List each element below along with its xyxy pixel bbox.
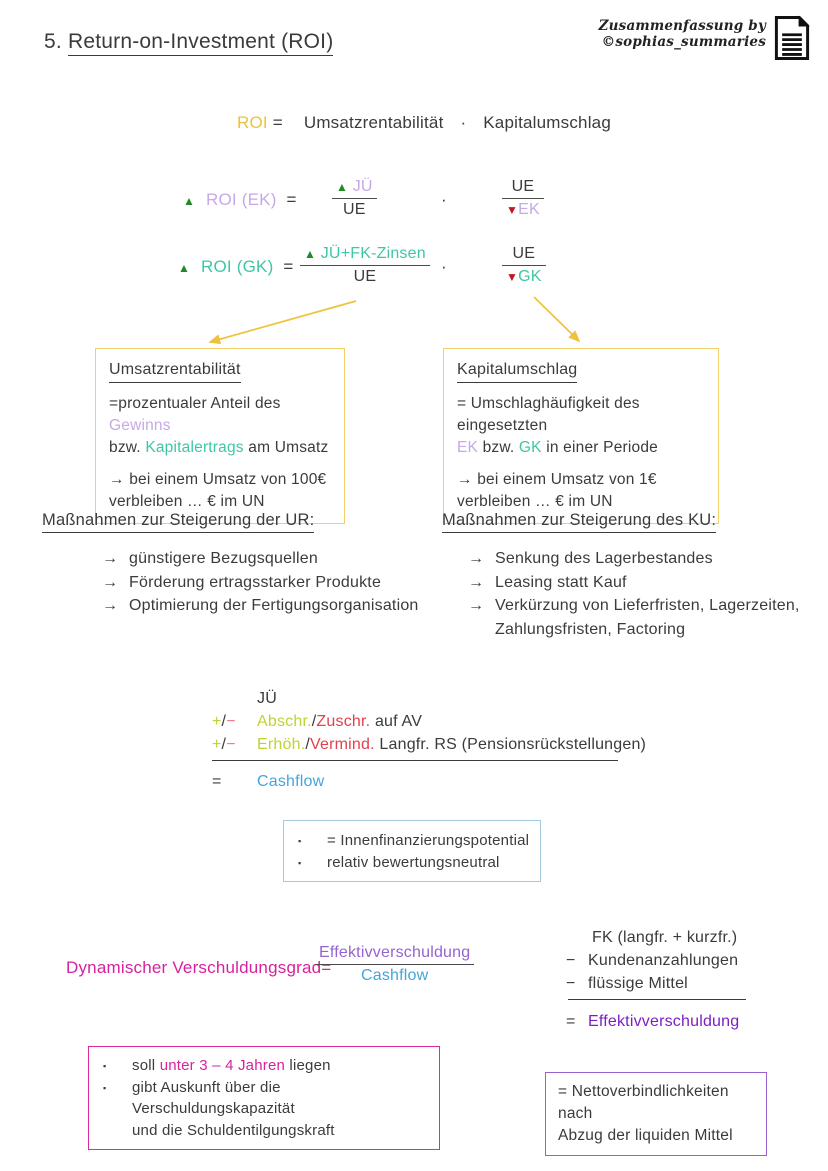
note-item (103, 1077, 429, 1142)
cashflow-result: Cashflow (257, 773, 325, 790)
up-triangle-icon: ▲ (183, 194, 196, 208)
box-title: Kapitalumschlag (457, 359, 577, 383)
slash: / (311, 713, 317, 730)
note-line: verbleiben … € im UN (109, 493, 265, 510)
arrow-glyph: → (468, 550, 485, 567)
arrow-glyph: → (468, 573, 485, 591)
bullet-glyph: ▪ (298, 836, 302, 846)
gewinns-term: Gewinns (109, 417, 171, 434)
measures-ku-title (442, 511, 716, 533)
arrow-glyph: → (468, 597, 485, 614)
connector-arrows (0, 0, 828, 400)
list-item-text: Senkung des Lagerbestandes (495, 550, 713, 567)
erhoeh-term: Erhöh. (257, 736, 306, 753)
equals-sign: = (283, 257, 294, 276)
page-title (44, 30, 333, 54)
multiplication-dot: · (441, 190, 447, 209)
down-triangle-icon: ▼ (506, 270, 519, 284)
list-item-text: günstigere Bezugsquellen (129, 550, 318, 567)
effective-debt-result: Effektivverschuldung (588, 1013, 740, 1030)
roi-term: ROI (237, 113, 268, 132)
list-item-text: Förderung ertragsstarker Produkte (129, 573, 382, 591)
calc-row (566, 972, 746, 995)
fraction-bar (300, 265, 430, 266)
note-text: soll (132, 1057, 160, 1074)
calc-rest-text: Langfr. RS (Pensionsrückstellungen) (374, 736, 647, 753)
note-line: = Nettoverbindlichkeiten nach (558, 1083, 729, 1122)
plus-sign: + (212, 713, 222, 730)
fraction-bar (502, 198, 544, 199)
fraction-numerator: UE (511, 178, 535, 195)
down-triangle-icon: ▼ (506, 203, 519, 217)
definition-text: = Umschlaghäufigkeit des eingesetzten (457, 395, 640, 434)
list-item (102, 547, 419, 571)
roi-gk-lead (178, 257, 294, 277)
note-line: → bei einem Umsatz von 100€ (109, 471, 327, 488)
sum-line (568, 999, 746, 1000)
calc-line-text (257, 710, 422, 733)
minus-sign: − (226, 736, 236, 753)
list-item (468, 547, 817, 571)
note-item (298, 852, 530, 874)
fk-start: FK (langfr. + kurzfr.) (592, 929, 738, 946)
brand-line2: ©sophias_summaries (601, 34, 766, 50)
effective-debt-calculation (566, 926, 746, 1033)
fraction-denominator (502, 268, 546, 286)
note-text: liegen (285, 1057, 331, 1074)
definition-text: in einer Periode (541, 439, 658, 456)
roi-ek-fraction-2 (502, 178, 544, 219)
multiplication-dot: · (460, 113, 467, 132)
operator-cell (212, 687, 257, 710)
calc-result-row (212, 770, 646, 793)
page-title-number: 5. (44, 30, 62, 53)
up-triangle-icon: ▲ (178, 261, 191, 275)
up-triangle-icon: ▲ (336, 180, 349, 194)
jue-start: JÜ (257, 690, 277, 707)
box-definition (457, 393, 705, 459)
roi-ek-fraction-1 (332, 178, 377, 219)
operator-cell (212, 710, 257, 733)
arrow-glyph: → (102, 550, 119, 567)
up-triangle-icon: ▲ (304, 247, 317, 261)
list-item (102, 571, 419, 595)
section-title: Maßnahmen zur Steigerung der UR: (42, 511, 314, 533)
arrow-to-umsatzrentabilitaet-box (210, 301, 356, 342)
calc-row (566, 949, 746, 972)
note-item-text: relativ bewertungsneutral (327, 853, 500, 871)
fraction-denominator (502, 201, 544, 219)
equals-sign: = (272, 113, 283, 132)
minus-sign: − (566, 952, 576, 969)
dynamic-debt-fraction (315, 944, 474, 985)
fraction-denominator: UE (353, 268, 377, 285)
note-text: gibt Auskunft über die Verschuldungskapazität (132, 1078, 295, 1117)
calc-line-text: flüssige Mittel (588, 975, 688, 992)
box-title: Umsatzrentabilität (109, 359, 241, 383)
zuschr-term: Zuschr. (316, 713, 371, 730)
bullet-glyph: ▪ (298, 857, 302, 868)
box-note (457, 469, 705, 513)
jue-term: JÜ (352, 178, 373, 195)
fraction-bar (332, 198, 377, 199)
umsatzrentabilitaet-term: Umsatzrentabilität (303, 113, 444, 132)
list-item-text: Leasing statt Kauf (495, 573, 627, 591)
brand (599, 18, 766, 50)
note-line: Abzug der liquiden Mittel (558, 1127, 733, 1144)
kapitalumschlag-term: Kapitalumschlag (483, 113, 611, 132)
fraction-numerator (300, 245, 430, 263)
effective-debt-note-box (545, 1072, 767, 1156)
roi-main-formula (237, 113, 611, 133)
under-3-4-jahren-highlight: unter 3 – 4 Jahren (159, 1057, 286, 1074)
equals-sign: = (212, 773, 222, 790)
note-item (103, 1055, 429, 1077)
measures-ur-list (102, 547, 419, 618)
jue-fk-zinsen-term: JÜ+FK-Zinsen (320, 245, 426, 262)
list-item-text: Verkürzung von Lieferfristen, Lagerzeiten, Zahlungsfristen, Factoring (495, 597, 800, 638)
dynamic-debt-label: Dynamischer Verschuldungsgrad= (66, 958, 332, 977)
document-icon (772, 15, 812, 66)
equals-sign: = (566, 1013, 576, 1030)
operator-cell (212, 733, 257, 756)
bullet-glyph: ▪ (103, 1061, 107, 1071)
umsatzrentabilitaet-box (95, 348, 345, 524)
section-title: Maßnahmen zur Steigerung des KU: (442, 511, 716, 533)
slash: / (305, 736, 310, 753)
list-item (102, 594, 419, 618)
calc-row (212, 710, 646, 733)
page-title-text: Return-on-Investment (ROI) (68, 30, 333, 56)
list-item-text: Optimierung der Fertigungsorganisation (129, 597, 419, 614)
plus-sign: + (212, 736, 222, 753)
note-item-text: = Innenfinanzierungspotential (327, 832, 530, 849)
arrow-to-kapitalumschlag-box (534, 297, 579, 341)
note-item-text (132, 1055, 331, 1077)
note-text: und die Schuldentilgungskraft (132, 1121, 335, 1139)
cashflow-calculation (212, 687, 646, 793)
roi-ek-lead (183, 190, 297, 210)
sum-line (212, 760, 618, 761)
gk-term: GK (518, 268, 542, 285)
definition-text: bzw. (109, 439, 146, 456)
abschr-term: Abschr. (257, 713, 312, 730)
note-item (298, 830, 530, 852)
slash: / (221, 736, 227, 753)
ek-term: EK (457, 439, 479, 456)
roi-gk-fraction-2 (502, 245, 546, 286)
fraction-bar (315, 964, 474, 965)
note-item-text (132, 1077, 429, 1142)
box-definition (109, 393, 331, 459)
roi-ek-label: ROI (EK) (206, 190, 277, 209)
kapitalumschlag-box (443, 348, 719, 524)
kapitalertrags-term: Kapitalertrags (145, 439, 244, 456)
measures-ku-list (468, 547, 817, 641)
definition-text: am Umsatz (243, 439, 329, 456)
arrow-glyph: → (102, 597, 119, 614)
calc-rest-text: auf AV (370, 713, 423, 730)
vermind-term: Vermind. (310, 736, 375, 753)
definition-text: bzw. (478, 439, 519, 456)
gk-term: GK (518, 439, 542, 456)
bullet-glyph: ▪ (103, 1082, 107, 1093)
note-line: → bei einem Umsatz von 1€ (457, 471, 657, 488)
fraction-denominator: Cashflow (360, 967, 429, 984)
minus-sign: − (566, 975, 576, 992)
fraction-numerator (332, 178, 377, 196)
list-item (468, 571, 817, 595)
fraction-denominator: UE (343, 201, 366, 218)
arrow-glyph: → (102, 573, 119, 591)
calc-result-row (566, 1010, 746, 1033)
calc-line-text (257, 733, 646, 756)
list-item (468, 594, 817, 641)
fraction-numerator: UE (512, 245, 536, 262)
calc-row (212, 733, 646, 756)
minus-sign: − (226, 713, 236, 730)
equals-sign: = (286, 190, 297, 209)
calc-line-text: Kundenanzahlungen (588, 952, 739, 969)
measures-ur-title (42, 511, 314, 533)
fraction-bar (502, 265, 546, 266)
multiplication-dot: · (441, 257, 447, 276)
brand-line1: Zusammenfassung by (598, 18, 766, 34)
roi-gk-fraction-1 (300, 245, 430, 286)
fraction-numerator: Effektivverschuldung (319, 944, 471, 961)
box-note (109, 469, 331, 513)
dynamic-debt-note-box (88, 1046, 440, 1150)
definition-text: =prozentualer Anteil des (109, 395, 281, 412)
note-line: verbleiben … € im UN (457, 493, 613, 510)
cashflow-note-box (283, 820, 541, 882)
roi-gk-label: ROI (GK) (201, 257, 274, 276)
calc-row (212, 687, 646, 710)
slash: / (221, 713, 227, 730)
ek-term: EK (518, 201, 540, 218)
